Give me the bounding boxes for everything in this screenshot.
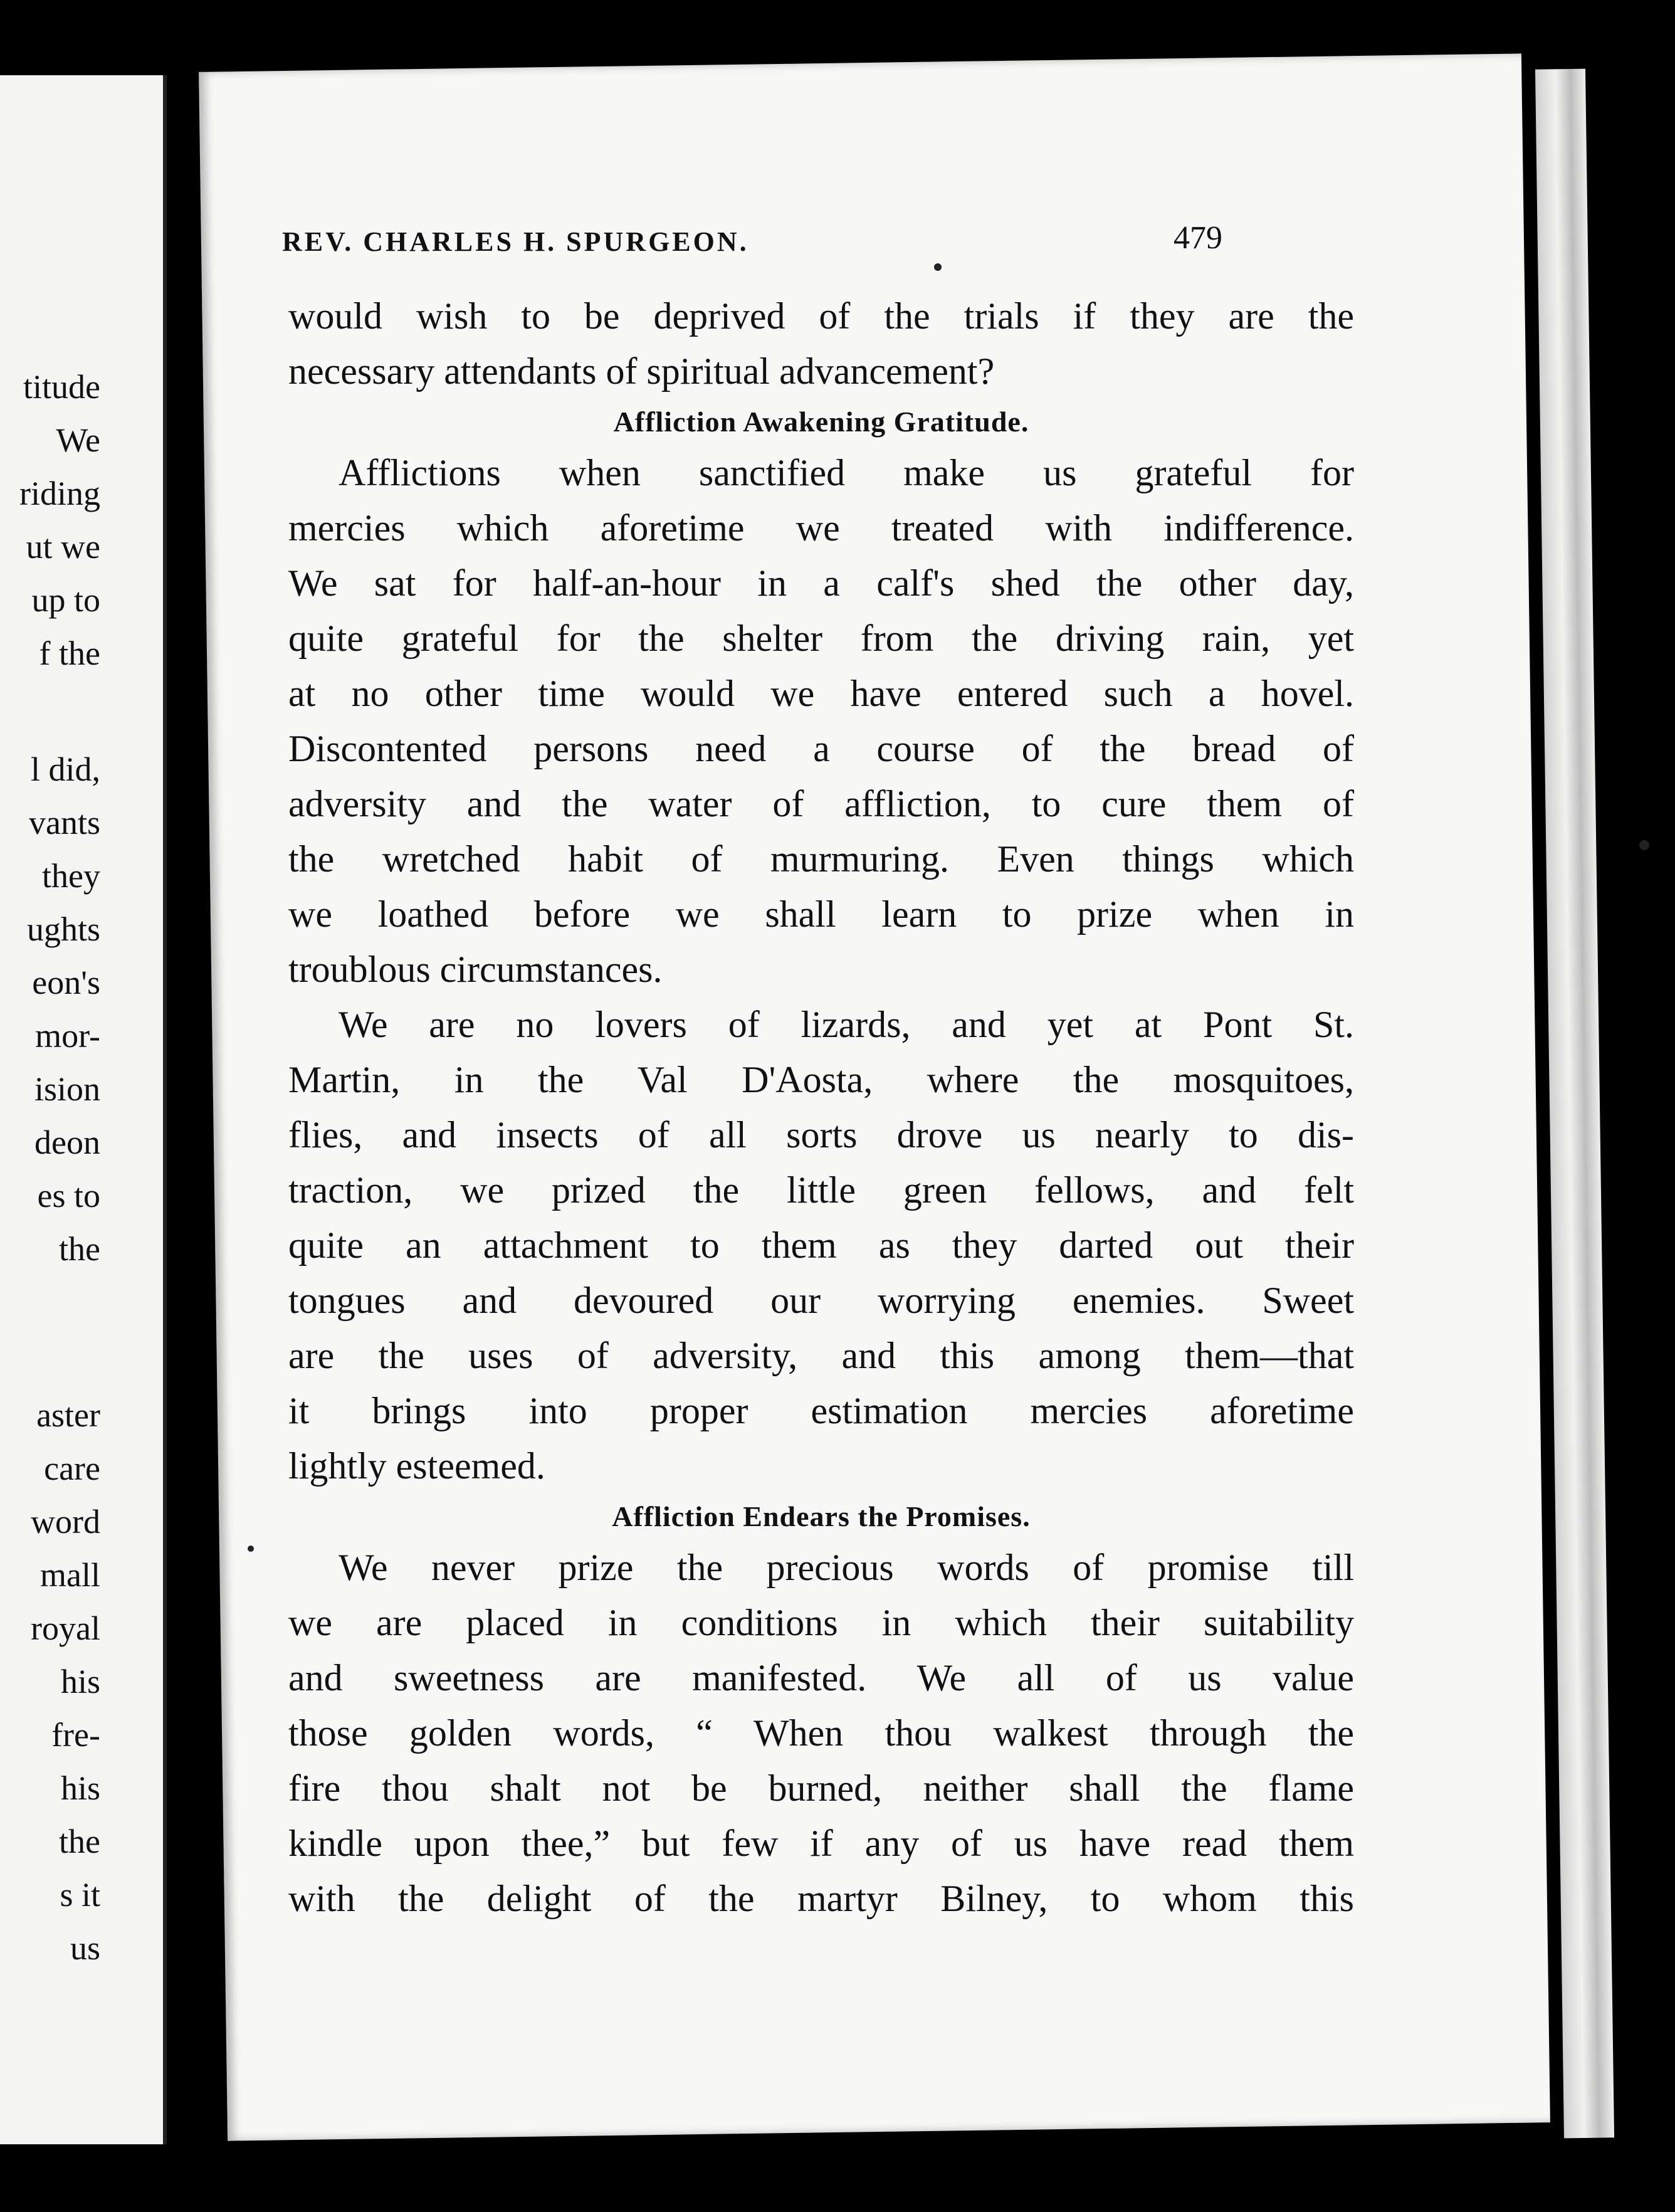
text-line: We sat for half-an-hour in a calf's shed the other day, — [288, 562, 1354, 604]
left-page-fragment: fre- — [51, 1716, 100, 1754]
left-page-fragment: ision — [34, 1070, 100, 1108]
left-page-fragment: ughts — [26, 910, 100, 948]
left-page-fragment: titude — [23, 368, 100, 406]
text-line: Discontented persons need a course of the bread of — [288, 728, 1354, 769]
page-number: 479 — [1174, 220, 1222, 256]
left-page-fragment: s it — [60, 1876, 100, 1914]
left-page-fragment: mall — [40, 1556, 100, 1594]
left-page-fragment: royal — [31, 1609, 100, 1647]
text-line: We are no lovers of lizards, and yet at Pont St. — [339, 1004, 1354, 1045]
left-page-fragment: aster — [36, 1396, 100, 1434]
page-body-text — [288, 288, 1354, 1926]
left-facing-page — [0, 75, 167, 2144]
left-page-fragment: f the — [39, 635, 100, 672]
text-line: Afflictions when sanctified make us grateful for — [339, 452, 1354, 493]
section-heading: Affliction Endears the Promises. — [612, 1500, 1031, 1532]
left-page-fragment: es to — [37, 1177, 100, 1214]
left-page-fragment: they — [42, 857, 100, 895]
left-page-fragment: l did, — [30, 750, 100, 788]
text-line: troublous circumstances. — [288, 949, 663, 990]
left-page-fragment: up to — [31, 581, 100, 619]
left-page-fragment: deon — [34, 1124, 100, 1161]
left-page-fragment: us — [70, 1929, 100, 1967]
left-page-fragment: We — [56, 421, 100, 459]
left-page-fragment: word — [31, 1503, 100, 1540]
left-page-fragment: vants — [29, 804, 100, 841]
text-line: tongues and devoured our worrying enemies. Sweet — [288, 1280, 1354, 1321]
left-page-fragment: ut we — [26, 528, 100, 566]
text-line: quite grateful for the shelter from the driving rain, yet — [288, 618, 1354, 659]
text-line: kindle upon thee,” but few if any of us have read them — [288, 1823, 1354, 1864]
text-line: We never prize the precious words of promise till — [339, 1547, 1354, 1588]
running-head — [282, 220, 1273, 282]
left-page-fragment: riding — [19, 475, 100, 512]
text-line: would wish to be deprived of the trials if they are the — [288, 295, 1354, 337]
text-line: it brings into proper estimation mercies aforetime — [288, 1390, 1354, 1431]
page-edge-stack — [1535, 69, 1614, 2139]
print-speck — [934, 263, 942, 271]
text-line: and sweetness are manifested. We all of us value — [288, 1657, 1354, 1698]
text-line: necessary attendants of spiritual advancement? — [288, 350, 995, 392]
left-page-fragment: eon's — [32, 964, 100, 1001]
running-head-title: REV. CHARLES H. SPURGEON. — [282, 226, 749, 257]
text-line: mercies which aforetime we treated with indifference. — [288, 507, 1354, 549]
print-speck — [1639, 840, 1649, 850]
text-line: Martin, in the Val D'Aosta, where the mosquitoes, — [288, 1059, 1354, 1100]
text-line: at no other time would we have entered such a hovel. — [288, 673, 1354, 714]
text-line: lightly esteemed. — [288, 1445, 545, 1487]
left-page-fragment: mor- — [35, 1017, 100, 1055]
left-page-fragment: his — [60, 1769, 100, 1807]
text-line: fire thou shalt not be burned, neither shall the flame — [288, 1767, 1354, 1809]
left-page-fragment: the — [59, 1230, 100, 1268]
section-heading: Affliction Awakening Gratitude. — [613, 406, 1029, 438]
text-line: flies, and insects of all sorts drove us nearly to dis- — [288, 1114, 1354, 1156]
text-line: those golden words, “ When thou walkest through the — [288, 1712, 1354, 1754]
text-line: are the uses of adversity, and this among them—that — [288, 1335, 1354, 1376]
left-page-fragment: his — [60, 1663, 100, 1700]
print-speck — [248, 1546, 254, 1552]
text-line: traction, we prized the little green fellows, and felt — [288, 1169, 1354, 1211]
text-line: we loathed before we shall learn to prize when in — [288, 893, 1354, 935]
left-page-fragment: the — [59, 1823, 100, 1860]
text-line: we are placed in conditions in which their suitability — [288, 1602, 1354, 1643]
text-line: the wretched habit of murmuring. Even things which — [288, 838, 1354, 880]
text-line: with the delight of the martyr Bilney, to whom this — [288, 1878, 1354, 1919]
text-line: quite an attachment to them as they darted out their — [288, 1224, 1354, 1266]
left-page-fragment: care — [44, 1450, 100, 1487]
text-line: adversity and the water of affliction, to cure them of — [288, 783, 1354, 824]
